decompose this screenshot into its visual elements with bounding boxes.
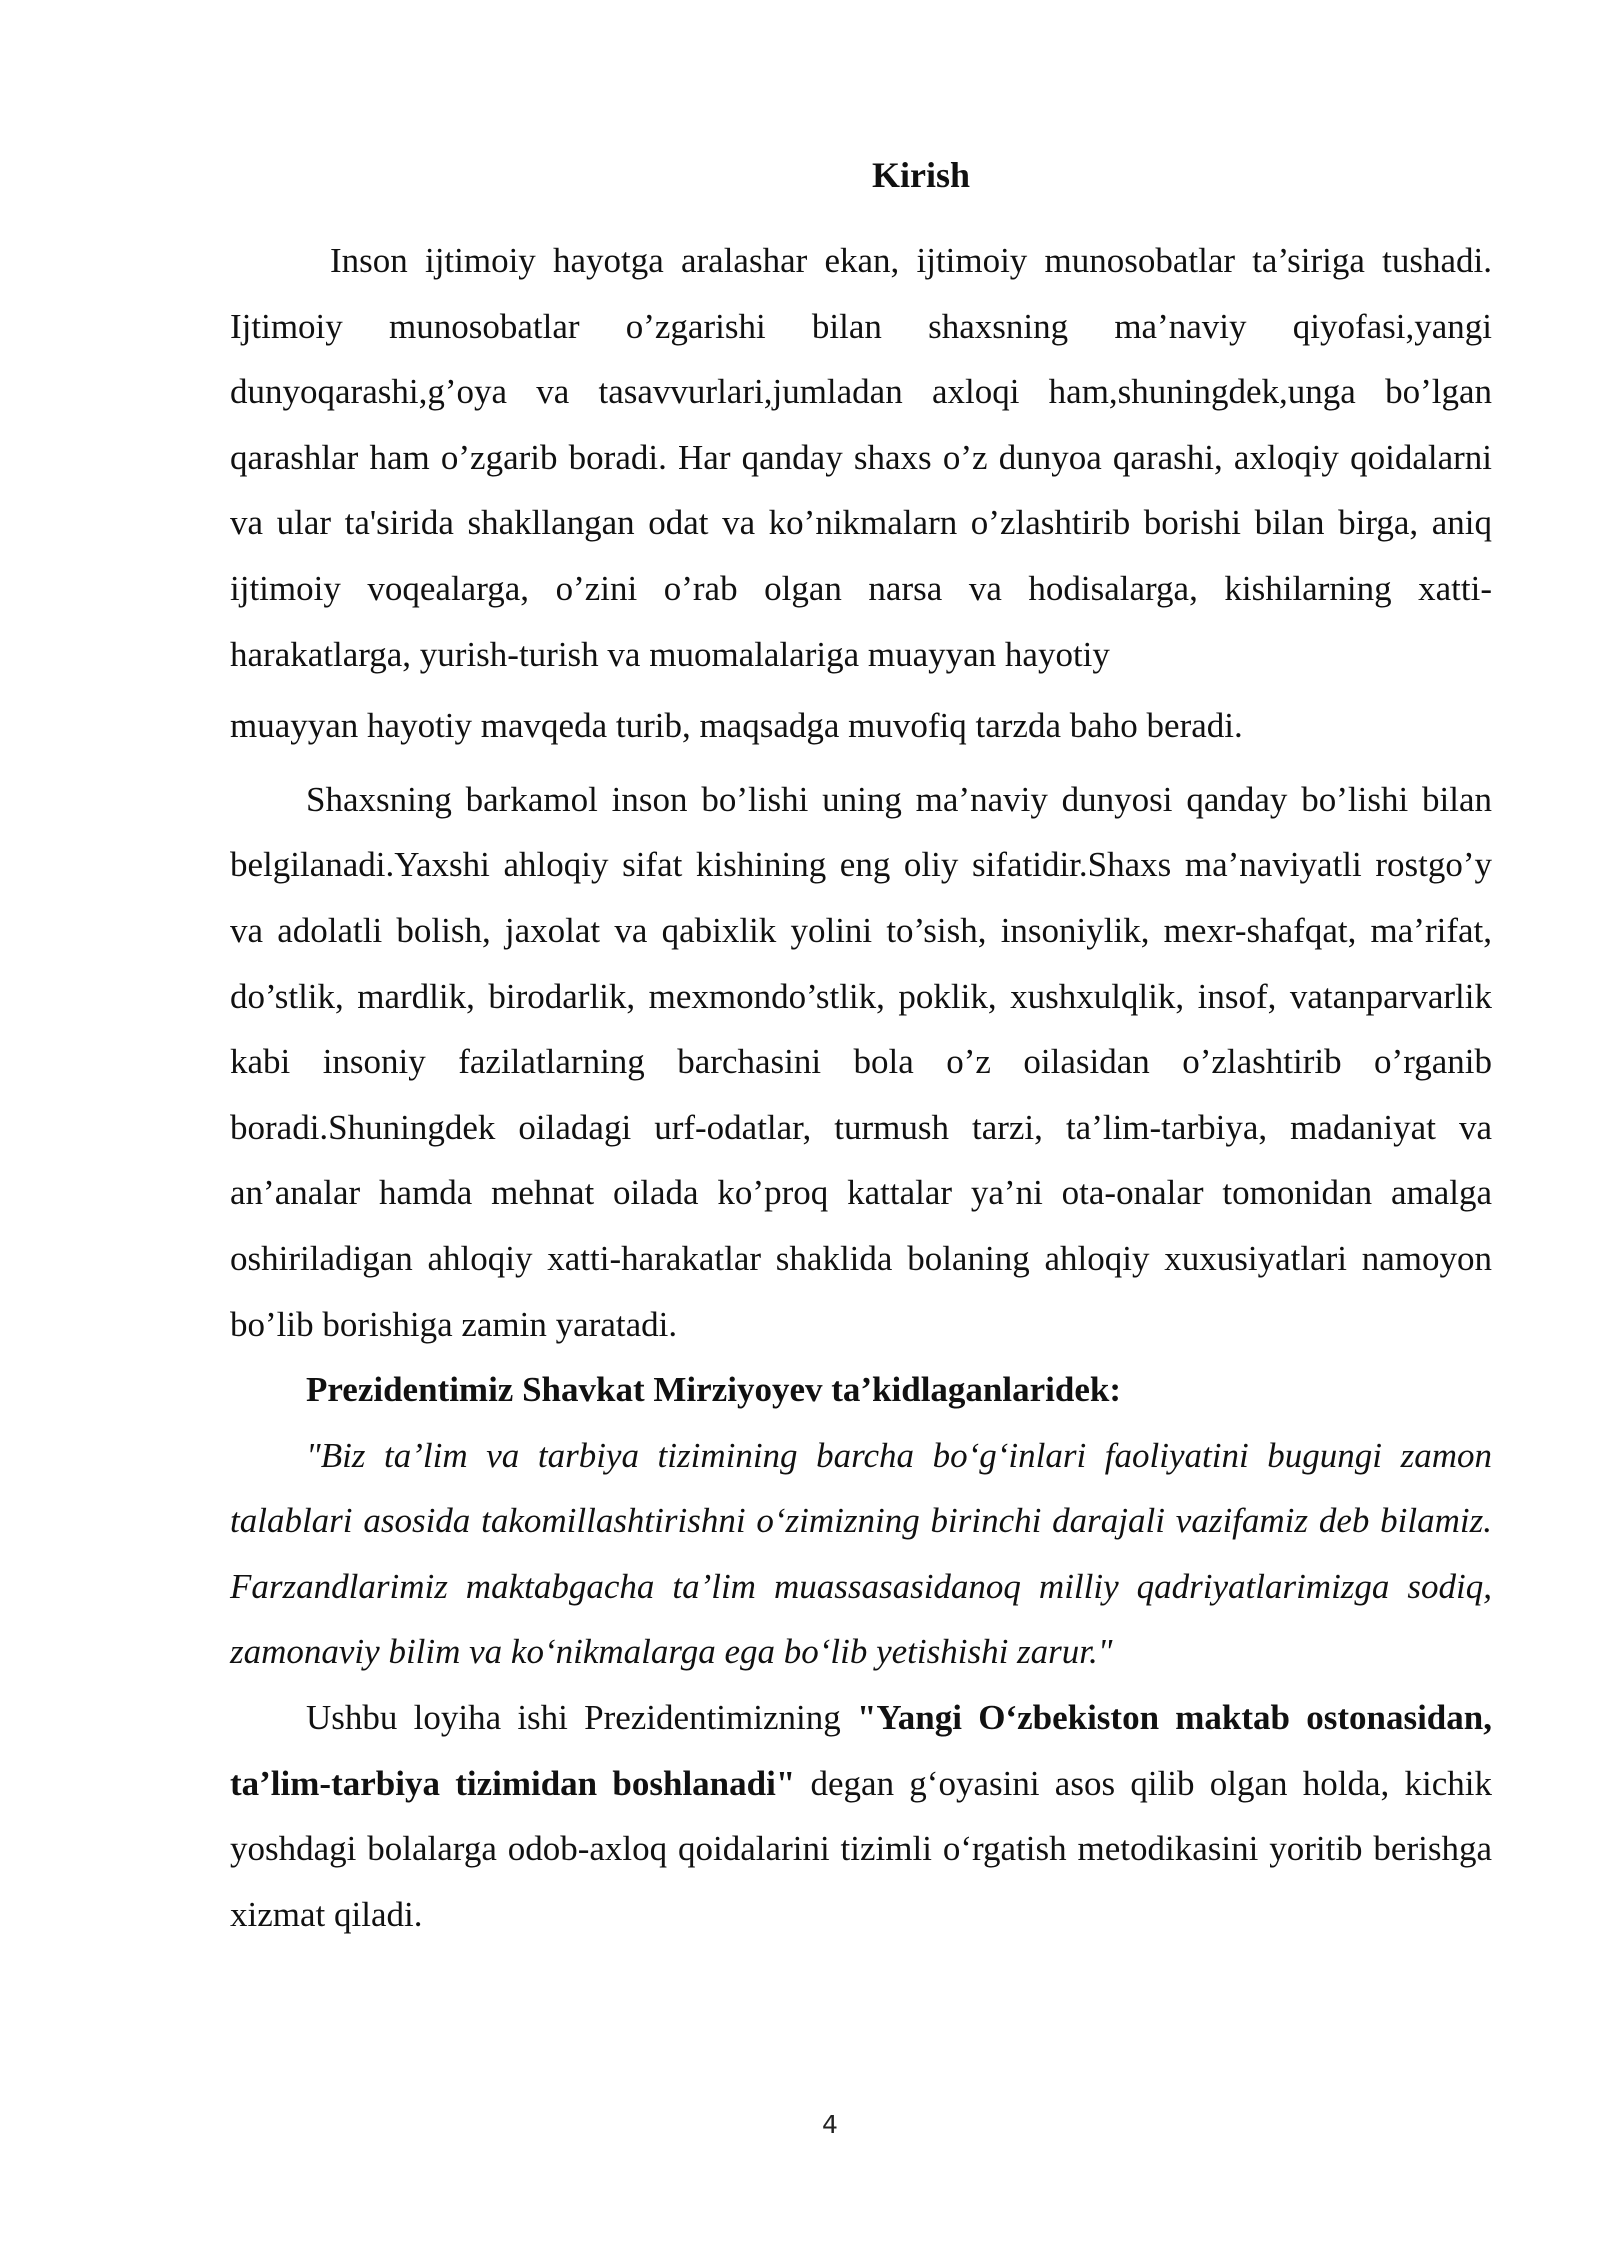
quote-heading: Prezidentimiz Shavkat Mirziyoyev ta’kidlaganlaridek: [306,1370,1121,1410]
page-content [230,148,1492,1947]
page-title: Kirish [871,155,970,195]
intro-paragraph [230,228,1492,687]
president-quote: "Biz ta’lim va tarbiya tizimining barcha bo‘g‘inlari faoliyatini bugungi zamon talablari asosida takomillashtirishni o‘zimizning birinchi darajali vazifamiz deb bilamiz. Farzandlarimiz maktabgacha ta’lim muassasasidanoq milliy qadriyatlarimizga sodiq, zamonaviy bilim va ko‘nikmalarga ega bo‘lib yetishishi zarur." [230,1435,1492,1672]
intro-paragraph-main: Inson ijtimoiy hayotga aralashar ekan, ijtimoiy munosobatlar ta’siriga tushadi. Ijtimoiy munosobatlar o’zgarishi bilan shaxsning ma’naviy qiyofasi,yangi dunyoqarashi,g’oya va tasavvurlari,jumladan axloqi ham,shuningdek,unga bo’lgan qarashlar ham o’zgarib boradi. Har qanday shaxs o’z dunyoa qarashi, axloqiy qoidalarni va ular ta'sirida shakllangan odat va ko’nikmalarn o’zlashtirib borishi bilan birga, aniq ijtimoiy voqealarga, o’zini o’rab olgan narsa va hodisalarga, kishilarning xatti-harakatlarga, yurish-turish va muomalalariga muayyan hayotiy [230,241,1492,674]
spacer [230,759,1492,767]
page-number: 4 [822,2110,838,2139]
third-paragraph [230,1685,1492,1947]
third-paragraph-start: Ushbu loyiha ishi Prezidentimizning [306,1698,857,1738]
third-paragraph-end: degan g‘oyasini asos qilib olgan holda, kichik yoshdagi bolalarga odob-axloq qoidalarini tizimli o‘rgatish metodikasini yoritib berishga xizmat qiladi. [230,1763,1492,1934]
second-paragraph: Shaxsning barkamol inson bo’lishi uning ma’naviy dunyosi qanday bo’lishi bilan belgilanadi.Yaxshi ahloqiy sifat kishining eng oliy sifatidir.Shaxs ma’naviyatli rostgo’y va adolatli bolish, jaxolat va qabixlik yolini to’sish, insoniylik, mexr-shafqat, ma’rifat, do’stlik, mardlik, birodarlik, mexmondo’stlik, poklik, xushxulqlik, insof, vatanparvarlik kabi insoniy fazilatlarning barchasini bola o’z oilasidan o’zlashtirib o’rganib boradi.Shuningdek oiladagi urf-odatlar, turmush tarzi, ta’lim-tarbiya, madaniyat va an’analar hamda mehnat oilada ko’proq kattalar ya’ni ota-onalar tomonidan amalga oshiriladigan ahloqiy xatti-harakatlar shaklida bolaning ahloqiy xuxusiyatlari namoyon bo’lib borishiga zamin yaratadi. [230,779,1492,1344]
intro-paragraph-continuation: muayyan hayotiy mavqeda turib, maqsadga muvofiq tarzda baho beradi. [230,706,1243,746]
third-paragraph-bold-title: "Yangi O‘zbekiston maktab ostonasidan, ta’lim-tarbiya tizimidan boshlanadi" [230,1698,1492,1803]
